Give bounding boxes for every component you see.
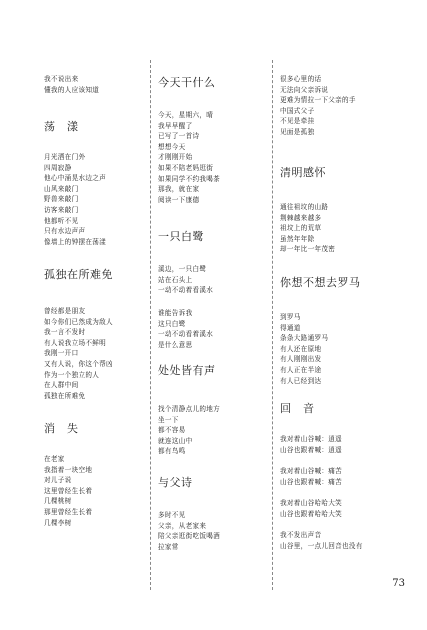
poem-line: 他心中涌晃水边之声: [44, 174, 107, 183]
poem-line: 只有水边声声: [44, 227, 86, 236]
poem-line: 一动不动看着溪水: [158, 330, 214, 339]
poem-line: 条条大路通罗马: [280, 334, 329, 343]
poem-stanza: [280, 530, 363, 551]
poem-stanza: [44, 454, 92, 528]
poem-line: 谁能告诉我: [158, 309, 193, 317]
poem-line: 有人正在半途: [280, 365, 322, 374]
poem-stanza: [280, 202, 335, 255]
poem-line: 懂我的人应该知道: [44, 85, 100, 94]
poem-line: 野兽来敲门: [44, 195, 79, 204]
poem-line: 山谷也跟着哈哈大笑: [280, 509, 343, 518]
poem-line: 有人还在原地: [280, 344, 322, 353]
poem-line: 祖坟上的荒草: [280, 224, 322, 233]
poem-title: 荡 漾: [44, 120, 79, 133]
column-divider-2: [272, 60, 273, 590]
poem-title: 消 失: [44, 422, 79, 435]
poem-line: 都不容易: [158, 426, 186, 435]
poem-line: 我不说出来: [44, 75, 79, 83]
poem-line: 有人刚刚出发: [280, 355, 322, 364]
poem-line: 我不发出声音: [280, 531, 322, 539]
poem-title: 处处皆有声: [158, 364, 216, 377]
poem-line: 都有鸟鸣: [158, 447, 186, 456]
poem-line: 四周寂静: [44, 163, 72, 172]
poem-line: 找个清静点儿的地方: [158, 405, 221, 413]
poem-line: 今天，星期六，晴: [158, 111, 214, 119]
poem-line: 这里曾经生长着: [44, 486, 93, 495]
poem-line: 多时不见: [158, 511, 186, 519]
poem-line: 中国式父子: [280, 106, 315, 115]
poem-line: 已写了一首诗: [158, 132, 200, 141]
poem-line: 我一言不发时: [44, 328, 86, 337]
poem-stanza: [44, 74, 99, 95]
poem-line: 我对着山谷哈哈大笑: [280, 499, 343, 507]
poem-title: 一只白鹭: [158, 230, 204, 243]
poem-line: 溪边，一只白鹭: [158, 265, 207, 273]
poem-title: 你想不想去罗马: [280, 276, 361, 289]
poem-line: 有人说我立场不鲜明: [44, 338, 107, 347]
poem-line: 山谷也跟着喊：逍遥: [280, 445, 343, 454]
poem-title: 清明感怀: [280, 166, 326, 179]
poem-line: 我指着一块空地: [44, 465, 93, 474]
poem-line: 很多心里的话: [280, 75, 322, 83]
poem-line: 阅读一下康德: [158, 195, 200, 204]
poem-stanza: [158, 510, 220, 552]
poem-line: 才刚刚开始: [158, 153, 193, 162]
poem-line: 几棵桃树: [44, 497, 72, 506]
poem-stanza: [158, 404, 220, 457]
poem-line: 对儿子说: [44, 476, 72, 485]
poem-line: 一动不动着看溪水: [158, 286, 214, 295]
poem-stanza: [280, 466, 342, 487]
poem-line: 曾经都是朋友: [44, 307, 86, 315]
poem-line: 山谷也跟着喊：痛苦: [280, 477, 343, 486]
poem-line: 站在石头上: [158, 275, 193, 284]
poem-line: 我对着山谷喊：逍遥: [280, 435, 343, 443]
poem-line: 那里曾经生长着: [44, 507, 93, 516]
poem-line: 这只白鹭: [158, 319, 186, 328]
poem-line: 月光洒在门外: [44, 153, 86, 161]
poem-stanza: [280, 74, 356, 138]
poem-line: 我刚一开口: [44, 349, 79, 358]
poem-line: 几棵李树: [44, 518, 72, 527]
poem-line: 父亲，从老家来: [158, 521, 207, 530]
poem-line: 拉家常: [158, 542, 179, 551]
poem-line: 我早早醒了: [158, 121, 193, 130]
poem-line: 如今你们已然成为敌人: [44, 317, 113, 326]
poem-line: 不见是牵挂: [280, 117, 315, 126]
poem-stanza: [280, 498, 342, 519]
poem-line: 荆棘越来越多: [280, 213, 322, 222]
column-1: [44, 62, 144, 582]
poem-line: 孤独在所难免: [44, 391, 86, 400]
poem-line: 陪父亲逛街吃饭喝酒: [158, 532, 221, 541]
poem-line: 他都听不见: [44, 216, 79, 225]
poem-line: 无法向父亲诉说: [280, 85, 329, 94]
poem-stanza: [158, 110, 220, 205]
poem-line: 想想今天: [158, 142, 186, 151]
poem-stanza: [158, 308, 213, 350]
poem-line: 坐一下: [158, 415, 179, 424]
column-2: [158, 62, 268, 582]
poem-line: 访客来敲门: [44, 205, 79, 214]
column-divider-1: [150, 60, 151, 590]
poem-line: 有人已经到达: [280, 376, 322, 385]
poem-line: 山谷里，一点儿回音也没有: [280, 541, 363, 550]
poem-line: 山风来敲门: [44, 184, 79, 193]
poem-line: 是什么意思: [158, 340, 193, 349]
poem-line: 见面是孤独: [280, 127, 315, 136]
poem-line: 在人群中间: [44, 381, 79, 390]
poem-stanza: [44, 152, 106, 247]
poem-line: 得通道: [280, 323, 301, 332]
poem-title: 孤独在所难免: [44, 268, 113, 281]
poem-title: 回 音: [280, 402, 315, 415]
poem-stanza: [280, 312, 328, 386]
page-number: 73: [392, 578, 405, 589]
poem-line: 却一年比一年茂密: [280, 245, 336, 254]
poem-stanza: [158, 264, 213, 296]
poem-title: 今天干什么: [158, 76, 216, 89]
poem-line: 就连这山中: [158, 436, 193, 445]
poem-line: 虽然年年除: [280, 234, 315, 243]
poem-line: 通往祖坟的山路: [280, 203, 329, 211]
poem-line: 作为一个独立的人: [44, 370, 100, 379]
poem-line: 我对着山谷喊：痛苦: [280, 467, 343, 475]
poem-line: 在老家: [44, 455, 65, 463]
poem-stanza: [44, 306, 113, 401]
poem-line: 如果同学不约我喝茶: [158, 174, 221, 183]
column-3: [280, 62, 400, 582]
poem-line: 到罗马: [280, 313, 301, 321]
poem-line: 又有人说，你这个帮凶: [44, 359, 113, 368]
poem-line: 像墙上的钟摆在荡漾: [44, 237, 107, 246]
poem-stanza: [280, 434, 342, 455]
poem-title: 与父诗: [158, 476, 193, 489]
poem-line: 更难为情拉一下父亲的手: [280, 96, 356, 105]
poem-line: 如果不陪老妈逛街: [158, 163, 214, 172]
poem-line: 那我，就在家: [158, 185, 200, 194]
